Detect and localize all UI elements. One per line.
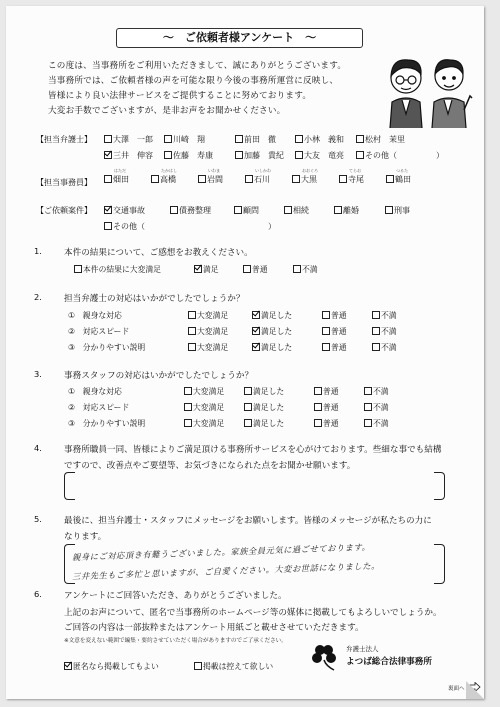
question-text: アンケートにご回答いただき、ありがとうございました。 (64, 591, 287, 601)
checkbox[interactable] (292, 175, 300, 183)
q4-answer-field[interactable] (80, 474, 430, 500)
checkbox-checked[interactable] (194, 265, 202, 273)
checkbox[interactable] (322, 327, 330, 335)
case-option[interactable]: 債務整理 (170, 205, 211, 216)
question-number: 3. (34, 369, 42, 379)
checkbox[interactable] (188, 327, 196, 335)
checkbox-checked[interactable] (252, 311, 260, 319)
q1-option[interactable]: 普通 (243, 264, 268, 275)
checkbox[interactable] (188, 343, 196, 351)
checkbox[interactable] (339, 175, 347, 183)
survey-page (6, 6, 484, 699)
page-fold-corner (466, 681, 484, 699)
staff-label: 【担当事務員】 (36, 178, 92, 187)
checkbox[interactable] (104, 135, 112, 143)
checkbox[interactable] (322, 343, 330, 351)
staff-option[interactable]: てらお 寺尾 (339, 168, 364, 185)
checkbox[interactable] (386, 175, 394, 183)
question-text: なります。 (64, 532, 107, 542)
checkbox[interactable] (314, 403, 322, 411)
lawyer-option[interactable]: 佐藤 寿康 (164, 150, 213, 161)
bracket-right (434, 472, 445, 500)
firm-name: よつば総合法律事務所 (346, 657, 432, 667)
checkbox[interactable] (372, 343, 380, 351)
checkbox[interactable] (198, 175, 206, 183)
case-label: 【ご依頼案件】 (36, 206, 92, 215)
checkbox[interactable] (184, 387, 192, 395)
checkbox[interactable] (164, 135, 172, 143)
q3-option[interactable]: 不満 (364, 418, 389, 429)
q3-option[interactable]: 不満 (364, 402, 389, 413)
checkbox[interactable] (234, 206, 242, 214)
case-option[interactable]: 相続 (284, 205, 309, 216)
checkbox[interactable] (295, 135, 303, 143)
q2-option[interactable]: 不満 (372, 310, 397, 321)
case-option[interactable]: 交通事故 (104, 205, 145, 216)
checkbox-checked[interactable] (252, 327, 260, 335)
q3-option[interactable]: 普通 (314, 386, 339, 397)
checkbox[interactable] (364, 403, 372, 411)
checkbox[interactable] (184, 403, 192, 411)
q3-option[interactable]: 大変満足 (184, 418, 224, 429)
edit-note: ※文意を変えない範囲で編集・要約させていただく場合がありますのでご了承ください。 (64, 638, 287, 644)
staff-option[interactable]: はただ 畑田 (104, 168, 129, 185)
checkbox[interactable] (244, 387, 252, 395)
case-option[interactable]: 刑事 (385, 205, 410, 216)
q2-option[interactable]: 普通 (322, 342, 347, 353)
lawyer-option[interactable]: 三井 伸容 (104, 150, 153, 161)
q3-option[interactable]: 満足した (244, 402, 284, 413)
checkbox[interactable] (364, 419, 372, 427)
q2-row-label: ② 対応スピード (68, 327, 130, 336)
question-number: 6. (34, 589, 42, 599)
other-close-paren: ） (268, 222, 276, 231)
q3-option[interactable]: 満足した (244, 418, 284, 429)
intro-line: 皆様により良い法律サービスをご提供することに努めております。 (48, 91, 312, 101)
lawyer-option[interactable]: 大澤 一郎 (104, 134, 153, 145)
checkbox[interactable] (235, 151, 243, 159)
intro-line: この度は、当事務所をご利用いただきまして、誠にありがとうございます。 (48, 61, 347, 71)
lawyer-option[interactable]: 川崎 翔 (164, 134, 205, 145)
back-side-label[interactable]: 裏面へ (448, 686, 465, 692)
staff-option[interactable]: おおぐろ 大黒 (292, 168, 318, 185)
question-number: 1. (34, 246, 42, 256)
q2-option[interactable]: 大変満足 (188, 342, 228, 353)
staff-option[interactable]: いわま 岩間 (198, 168, 223, 185)
staff-option[interactable]: つるた 鶴田 (386, 168, 411, 185)
checkbox[interactable] (293, 265, 301, 273)
q2-option[interactable]: 普通 (322, 326, 347, 337)
q1-option[interactable]: 不満 (293, 264, 318, 275)
q3-row-label: ① 親身な対応 (68, 387, 122, 396)
q2-option[interactable]: 普通 (322, 310, 347, 321)
question-text: 担当弁護士の対応はいかがでしたでしょうか？ (64, 294, 245, 304)
case-option[interactable]: 顧問 (234, 205, 259, 216)
bracket-left (64, 472, 75, 500)
q2-row-label: ① 親身な対応 (68, 311, 122, 320)
clover-logo-icon (308, 642, 342, 672)
intro-line: 当事務所では、ご依頼者様の声を可能な限り今後の事務所運営に反映し、 (48, 76, 339, 86)
q3-option[interactable]: 普通 (314, 418, 339, 429)
staff-option[interactable]: たかはし 高橋 (151, 168, 177, 185)
checkbox[interactable] (314, 419, 322, 427)
lawyer-option[interactable]: 前田 徹 (235, 134, 276, 145)
checkbox-checked[interactable] (104, 206, 112, 214)
q3-option[interactable]: 満足した (244, 386, 284, 397)
q6-option[interactable]: 匿名なら掲載してもよい (64, 661, 159, 672)
intro-line: 大変お手数でございますが、是非お声をお聞かせください。 (48, 106, 286, 116)
checkbox[interactable] (151, 175, 159, 183)
checkbox[interactable] (385, 206, 393, 214)
checkbox[interactable] (356, 135, 364, 143)
question-text: ご回答の内容は一部抜粋またはアンケート用紙ごと載せさせていただきます。 (64, 623, 364, 633)
case-option[interactable]: 離婚 (334, 205, 359, 216)
lawyer-option-other[interactable]: その他（ (356, 150, 397, 161)
question-number: 4. (34, 443, 42, 453)
staff-option[interactable]: いしかわ 石川 (245, 168, 271, 185)
q5-answer-line: 親身にご対応頂き有難うございました。家族全員元気に過ごせております。 (71, 541, 371, 563)
checkbox[interactable] (284, 206, 292, 214)
q3-row-label: ② 対応スピード (68, 403, 130, 412)
checkbox[interactable] (364, 387, 372, 395)
checkbox[interactable] (170, 206, 178, 214)
q2-row-label: ③ 分かりやすい説明 (68, 343, 146, 352)
q2-option[interactable]: 大変満足 (188, 310, 228, 321)
checkbox[interactable] (322, 311, 330, 319)
q2-option[interactable]: 不満 (372, 326, 397, 337)
lawyer-option[interactable]: 松村 茉里 (356, 134, 405, 145)
checkbox[interactable] (372, 311, 380, 319)
lawyer-option[interactable]: 大友 竜亮 (295, 150, 344, 161)
checkbox[interactable] (244, 419, 252, 427)
question-number: 5. (34, 514, 42, 524)
q2-option[interactable]: 大変満足 (188, 326, 228, 337)
question-text: 上記のお声について、匿名で当事務所のホームページ等の媒体に掲載してもよろしいでしょうか。 (64, 608, 442, 618)
q1-option[interactable]: 満足 (194, 264, 219, 275)
question-text: 事務スタッフの対応はいかがでしたでしょうか？ (64, 371, 254, 381)
q6-option[interactable]: 掲載は控えて欲しい (194, 661, 273, 672)
lawyer-option[interactable]: 小林 義和 (295, 134, 344, 145)
checkbox[interactable] (334, 206, 342, 214)
question-text: 事務所職員一同、皆様によりご満足頂ける事務所サービスを心がけております。些細な事でも結構 (64, 445, 442, 455)
checkbox[interactable] (314, 387, 322, 395)
checkbox[interactable] (104, 175, 112, 183)
checkbox[interactable] (372, 327, 380, 335)
other-close-paren: ） (436, 151, 444, 160)
q1-option[interactable]: 本件の結果に大変満足 (74, 264, 161, 275)
q3-row-label: ③ 分かりやすい説明 (68, 419, 146, 428)
question-text: 最後に、担当弁護士・スタッフにメッセージをお願いします。皆様のメッセージが私たちの力に (64, 516, 432, 526)
q3-option[interactable]: 大変満足 (184, 402, 224, 413)
checkbox[interactable] (164, 151, 172, 159)
checkbox[interactable] (295, 151, 303, 159)
bracket-right (434, 544, 445, 584)
firm-prefix: 弁護士法人 (346, 645, 379, 653)
checkbox[interactable] (194, 662, 202, 670)
q3-option[interactable]: 大変満足 (184, 386, 224, 397)
lawyer-label: 【担当弁護士】 (36, 135, 92, 144)
q2-option[interactable]: 不満 (372, 342, 397, 353)
checkbox[interactable] (243, 265, 251, 273)
checkbox[interactable] (74, 265, 82, 273)
page-title: ～ ご依頼者様アンケート ～ (116, 28, 363, 48)
checkbox[interactable] (245, 175, 253, 183)
checkbox-checked[interactable] (64, 662, 72, 670)
checkbox-checked[interactable] (104, 151, 112, 159)
q2-option[interactable]: 満足した (252, 310, 292, 321)
question-number: 2. (34, 292, 42, 302)
lawyers-illustration (384, 38, 474, 128)
checkbox[interactable] (235, 135, 243, 143)
q3-option[interactable]: 不満 (364, 386, 389, 397)
checkbox-checked[interactable] (252, 343, 260, 351)
checkbox[interactable] (244, 403, 252, 411)
case-option-other[interactable]: その他（ (104, 221, 145, 232)
checkbox[interactable] (188, 311, 196, 319)
q2-option[interactable]: 満足した (252, 342, 292, 353)
checkbox[interactable] (184, 419, 192, 427)
checkbox[interactable] (356, 151, 364, 159)
q2-option[interactable]: 満足した (252, 326, 292, 337)
q3-option[interactable]: 普通 (314, 402, 339, 413)
lawyer-option[interactable]: 加藤 貴紀 (235, 150, 284, 161)
question-text: 本件の結果について、ご感想をお教えください。 (64, 248, 253, 258)
checkbox[interactable] (104, 222, 112, 230)
question-text: ですので、改善点やご要望等、お気づきになられた点をお聞かせ願います。 (64, 461, 356, 471)
q5-answer-line: 三井先生もご多忙と思いますが、ご自愛ください。大変お世話になりました。 (71, 560, 380, 582)
